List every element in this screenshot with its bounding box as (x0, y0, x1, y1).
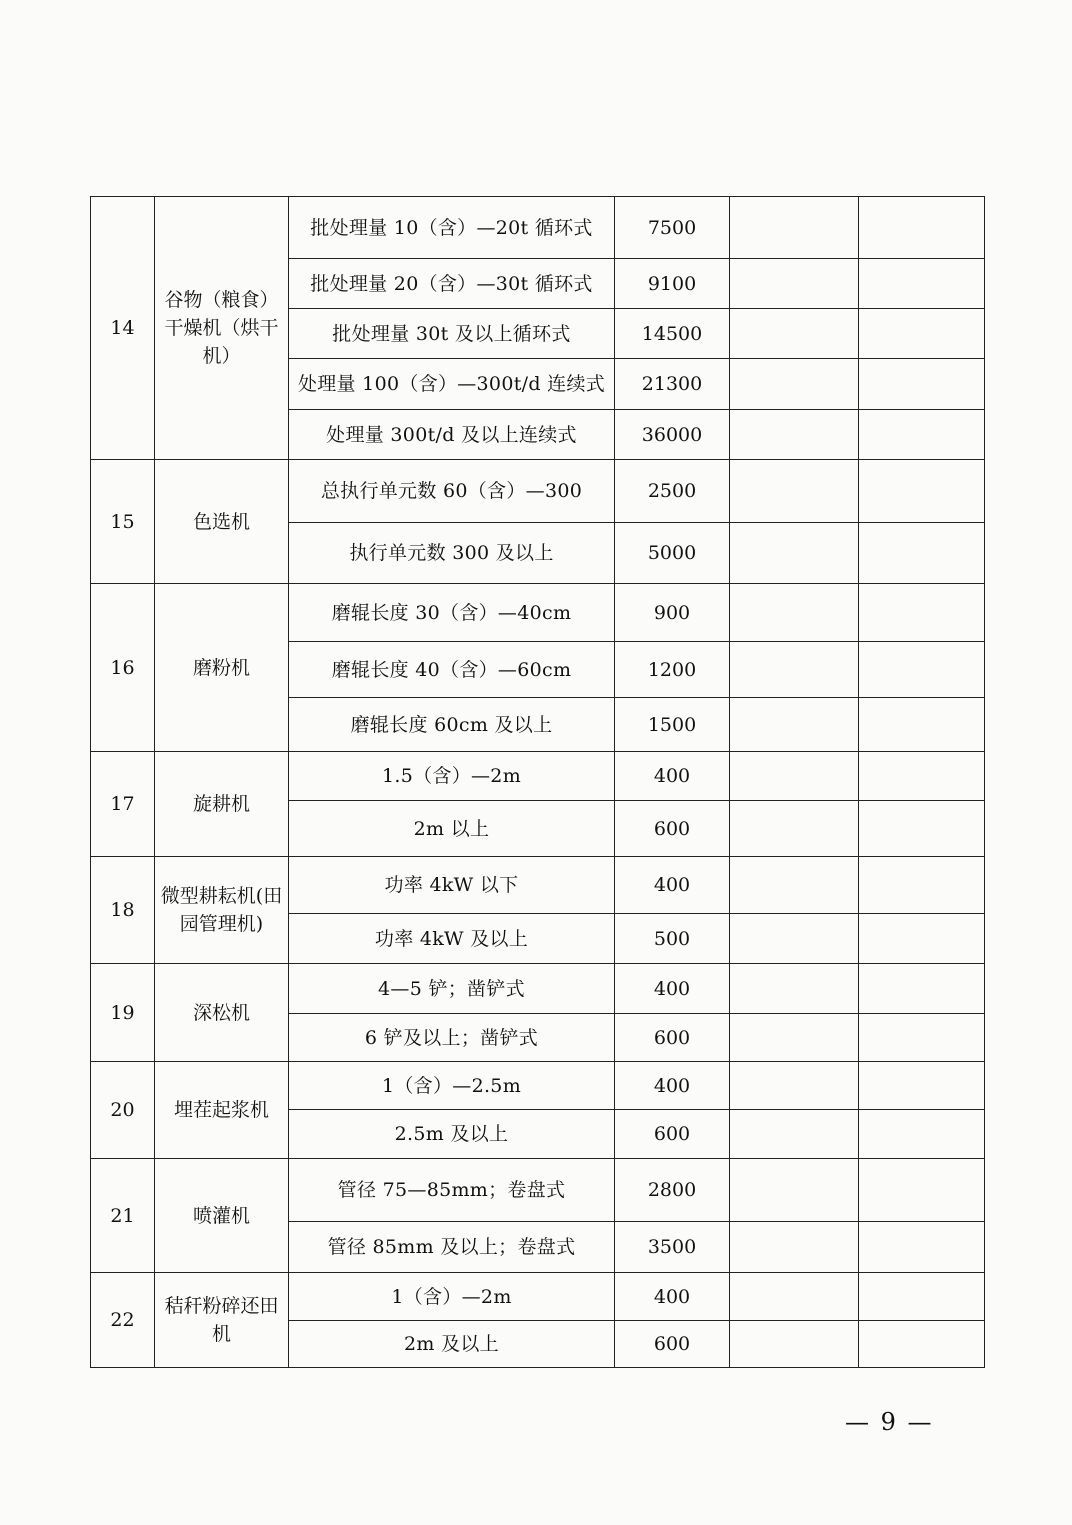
table-row (91, 857, 985, 914)
empty-cell (859, 1159, 985, 1222)
amount-cell: 2800 (615, 1159, 730, 1222)
amount-cell: 1500 (615, 698, 730, 752)
spec-cell: 磨辊长度 40（含）—60cm (289, 642, 615, 698)
spec-cell: 6 铲及以上；凿铲式 (289, 1014, 615, 1062)
amount-cell: 400 (615, 964, 730, 1014)
machine-name: 深松机 (155, 964, 289, 1062)
amount-cell: 2500 (615, 460, 730, 523)
item-number: 17 (91, 752, 155, 857)
amount-cell: 21300 (615, 359, 730, 410)
spec-cell: 管径 85mm 及以上；卷盘式 (289, 1222, 615, 1273)
empty-cell (730, 698, 859, 752)
empty-cell (859, 1321, 985, 1368)
empty-cell (730, 197, 859, 259)
amount-cell: 400 (615, 752, 730, 801)
machine-name: 谷物（粮食）干燥机（烘干机） (155, 197, 289, 460)
machine-name: 埋茬起浆机 (155, 1062, 289, 1159)
machine-name: 微型耕耘机(田园管理机) (155, 857, 289, 964)
empty-cell (730, 752, 859, 801)
empty-cell (859, 964, 985, 1014)
table-row (91, 460, 985, 523)
empty-cell (859, 1110, 985, 1159)
empty-cell (730, 1222, 859, 1273)
empty-cell (859, 523, 985, 584)
machine-name: 喷灌机 (155, 1159, 289, 1273)
empty-cell (730, 460, 859, 523)
spec-cell: 管径 75—85mm；卷盘式 (289, 1159, 615, 1222)
empty-cell (859, 460, 985, 523)
machine-name: 秸秆粉碎还田机 (155, 1273, 289, 1368)
machine-name: 色选机 (155, 460, 289, 584)
empty-cell (859, 259, 985, 309)
amount-cell: 400 (615, 1062, 730, 1110)
table-row (91, 1159, 985, 1222)
spec-cell: 1（含）—2.5m (289, 1062, 615, 1110)
amount-cell: 400 (615, 857, 730, 914)
spec-cell: 2m 及以上 (289, 1321, 615, 1368)
table-row (91, 964, 985, 1014)
amount-cell: 600 (615, 1321, 730, 1368)
spec-cell: 磨辊长度 30（含）—40cm (289, 584, 615, 642)
machine-name: 旋耕机 (155, 752, 289, 857)
spec-cell: 批处理量 10（含）—20t 循环式 (289, 197, 615, 259)
spec-cell: 执行单元数 300 及以上 (289, 523, 615, 584)
empty-cell (859, 857, 985, 914)
amount-cell: 3500 (615, 1222, 730, 1273)
table-row (91, 752, 985, 801)
table-row (91, 584, 985, 642)
spec-cell: 批处理量 30t 及以上循环式 (289, 309, 615, 359)
empty-cell (730, 1014, 859, 1062)
empty-cell (859, 197, 985, 259)
empty-cell (859, 752, 985, 801)
spec-cell: 2.5m 及以上 (289, 1110, 615, 1159)
amount-cell: 900 (615, 584, 730, 642)
table-row (91, 197, 985, 259)
spec-cell: 处理量 100（含）—300t/d 连续式 (289, 359, 615, 410)
item-number: 15 (91, 460, 155, 584)
empty-cell (730, 1062, 859, 1110)
empty-cell (730, 801, 859, 857)
item-number: 20 (91, 1062, 155, 1159)
item-number: 14 (91, 197, 155, 460)
empty-cell (859, 1273, 985, 1321)
spec-cell: 磨辊长度 60cm 及以上 (289, 698, 615, 752)
amount-cell: 5000 (615, 523, 730, 584)
spec-cell: 处理量 300t/d 及以上连续式 (289, 410, 615, 460)
spec-cell: 4—5 铲；凿铲式 (289, 964, 615, 1014)
spec-cell: 功率 4kW 以下 (289, 857, 615, 914)
empty-cell (730, 1110, 859, 1159)
table-row (91, 1062, 985, 1110)
table-row (91, 1273, 985, 1321)
spec-cell: 批处理量 20（含）—30t 循环式 (289, 259, 615, 309)
empty-cell (730, 259, 859, 309)
item-number: 21 (91, 1159, 155, 1273)
empty-cell (859, 642, 985, 698)
item-number: 18 (91, 857, 155, 964)
amount-cell: 600 (615, 801, 730, 857)
empty-cell (730, 1159, 859, 1222)
amount-cell: 1200 (615, 642, 730, 698)
empty-cell (859, 801, 985, 857)
empty-cell (859, 698, 985, 752)
item-number: 16 (91, 584, 155, 752)
empty-cell (859, 1222, 985, 1273)
subsidy-table (90, 196, 985, 1368)
machine-name: 磨粉机 (155, 584, 289, 752)
empty-cell (730, 309, 859, 359)
empty-cell (859, 309, 985, 359)
empty-cell (859, 1014, 985, 1062)
empty-cell (730, 1321, 859, 1368)
amount-cell: 36000 (615, 410, 730, 460)
empty-cell (730, 914, 859, 964)
spec-cell: 功率 4kW 及以上 (289, 914, 615, 964)
amount-cell: 600 (615, 1110, 730, 1159)
empty-cell (730, 410, 859, 460)
spec-cell: 2m 以上 (289, 801, 615, 857)
empty-cell (730, 964, 859, 1014)
spec-cell: 总执行单元数 60（含）—300 (289, 460, 615, 523)
empty-cell (859, 359, 985, 410)
spec-cell: 1.5（含）—2m (289, 752, 615, 801)
page-number: — 9 — (845, 1408, 934, 1436)
empty-cell (730, 359, 859, 410)
empty-cell (859, 584, 985, 642)
empty-cell (730, 584, 859, 642)
empty-cell (730, 857, 859, 914)
item-number: 19 (91, 964, 155, 1062)
empty-cell (730, 642, 859, 698)
amount-cell: 600 (615, 1014, 730, 1062)
amount-cell: 9100 (615, 259, 730, 309)
amount-cell: 500 (615, 914, 730, 964)
item-number: 22 (91, 1273, 155, 1368)
empty-cell (859, 1062, 985, 1110)
spec-cell: 1（含）—2m (289, 1273, 615, 1321)
amount-cell: 14500 (615, 309, 730, 359)
amount-cell: 400 (615, 1273, 730, 1321)
empty-cell (859, 410, 985, 460)
empty-cell (859, 914, 985, 964)
empty-cell (730, 1273, 859, 1321)
empty-cell (730, 523, 859, 584)
amount-cell: 7500 (615, 197, 730, 259)
